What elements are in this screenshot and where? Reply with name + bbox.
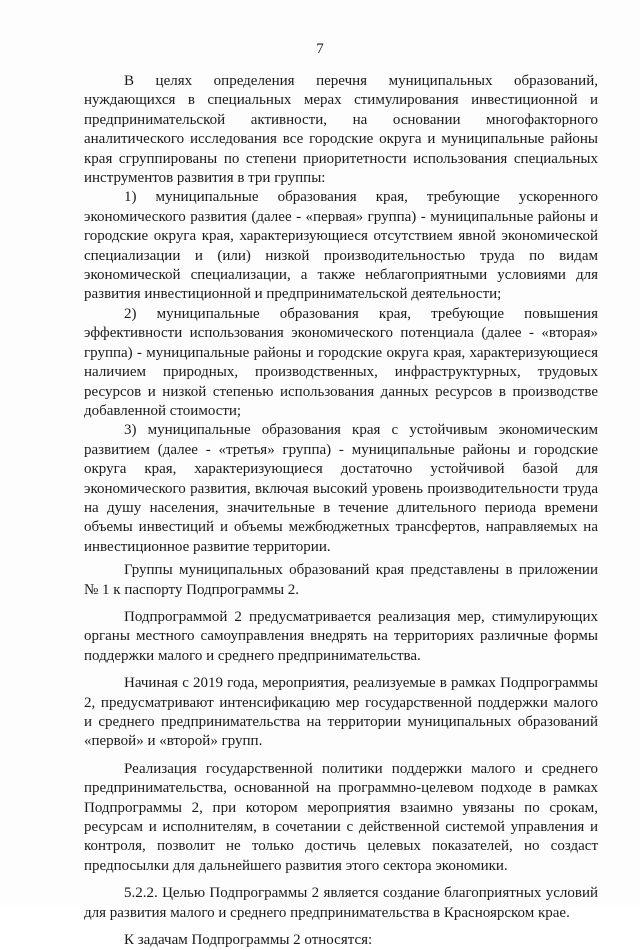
paragraph-goal: 5.2.2. Целью Подпрограммы 2 является создание благоприятных условий для развития малого и среднего предпринимательства в Красноярском крае. (84, 885, 598, 921)
paragraph-group-1: 1) муниципальные образования края, требующие ускоренного экономического развития (далее - «первая» группа) - муниципальные районы и городские округа края, характеризующиеся отсутствием явной экономической специализации и (или) низкой производительностью труда по видам экономической специализации, а также неблагоприятными условиями для развития инвестиционной и предпринимательской деятельности; (84, 189, 598, 303)
page-number: 7 (316, 41, 324, 57)
paragraph-2019: Начиная с 2019 года, мероприятия, реализуемые в рамках Подпрограммы 2, предусматривают интенсификацию мер государственной поддержки малого и среднего предпринимательства на территории муниципальных образований «первой» и «второй» групп. (84, 675, 598, 750)
paragraph-group-3: 3) муниципальные образования края с устойчивым экономическим развитием (далее - «третья» группа) - муниципальные районы и городские округа края, характеризующиеся достаточно устойчивой базой для экономического развития, включая высокий уровень производительности труда на душу населения, значительные в течение длительного периода времени объемы инвестиций и объемы межбюджетных трансфертов, направляемых на инвестиционное развитие территории. (84, 422, 598, 555)
paragraph-tasks: К задачам Подпрограммы 2 относятся: (124, 932, 373, 949)
document-body (84, 72, 598, 950)
paragraph-implementation: Реализация государственной политики поддержки малого и среднего предпринимательства, основанной на программно-целевом подходе в рамках Подпрограммы 2, при котором мероприятия взаимно увязаны по срокам, ресурсам и исполнителям, в сочетании с действенной системой управления и контроля, позволит не только достичь целевых показателей, но создаст предпосылки для дальнейшего развития этого сектора экономики. (84, 760, 598, 874)
paragraph-group-2: 2) муниципальные образования края, требующие повышения эффективности использования экономического потенциала (далее - «вторая» группа) - муниципальные районы и городские округа края, характеризующиеся наличием природных, производственных, инфраструктурных, трудовых ресурсов и низкой степенью использования данных ресурсов в производстве добавленной стоимости; (84, 305, 598, 419)
paragraph-groups-appendix: Группы муниципальных образований края представлены в приложении № 1 к паспорту Подпрограммы 2. (84, 562, 598, 598)
paragraph-intro: В целях определения перечня муниципальных образований, нуждающихся в специальных мерах стимулирования инвестиционной и предпринимательской активности, на основании многофакторного аналитического исследования все городские округа и муниципальные районы края сгруппированы по степени приоритетности использования специальных инструментов развития в три группы: (84, 73, 598, 187)
paragraph-support-measures: Подпрограммой 2 предусматривается реализация мер, стимулирующих органы местного самоуправления внедрять на территориях различные формы поддержки малого и среднего предпринимательства. (84, 608, 598, 664)
